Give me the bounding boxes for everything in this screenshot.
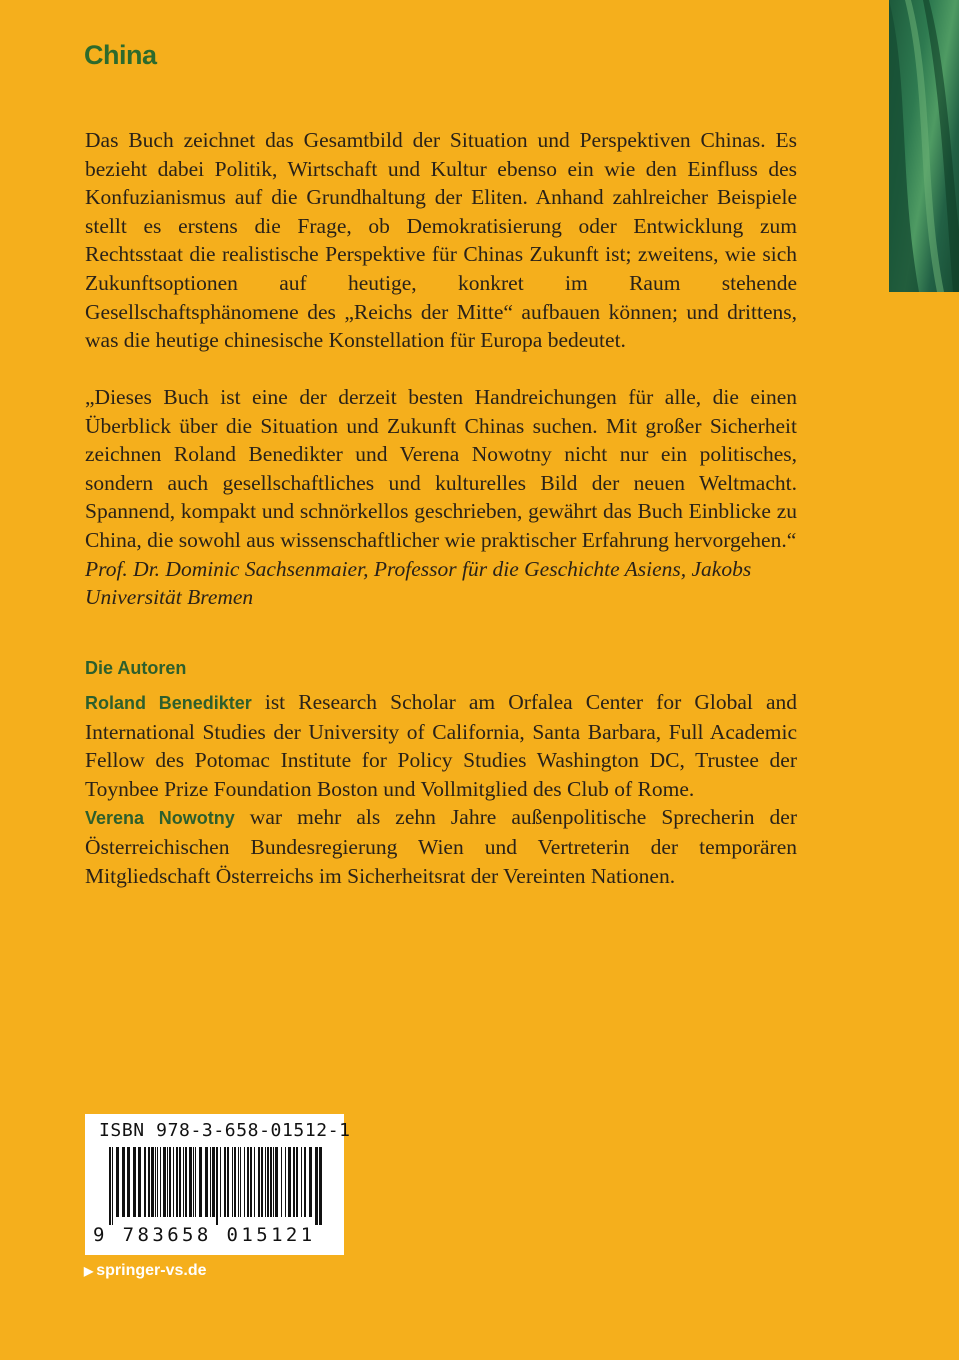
barcode-bar — [304, 1147, 306, 1217]
barcode-bar — [199, 1147, 202, 1217]
publisher-link[interactable] — [84, 1262, 207, 1280]
barcode-digits: 9 783658 015121 — [93, 1224, 316, 1246]
green-decorative-strip — [889, 0, 959, 292]
barcode-bar — [205, 1147, 208, 1217]
barcode-bar — [232, 1147, 233, 1217]
barcode-bar — [261, 1147, 263, 1217]
author-2-name: Verena Nowotny — [85, 808, 235, 829]
barcode-bar — [285, 1147, 286, 1217]
barcode-bar — [224, 1147, 226, 1217]
barcode-bar — [244, 1147, 245, 1217]
barcode-bar — [301, 1147, 302, 1217]
barcode-bar — [189, 1147, 192, 1217]
barcode-bar — [273, 1147, 274, 1217]
barcode-bar — [167, 1147, 168, 1217]
barcode-bar — [309, 1147, 312, 1217]
barcode-bar — [151, 1147, 154, 1217]
barcode-bar — [210, 1147, 211, 1217]
barcode-bar — [176, 1147, 178, 1217]
endorsement-block — [85, 383, 797, 612]
barcode-bar — [216, 1147, 218, 1225]
barcode-bar — [109, 1147, 111, 1225]
arrow-right-icon: ▶ — [84, 1264, 94, 1278]
publisher-url: springer-vs.de — [96, 1262, 207, 1279]
barcode-bar — [179, 1147, 181, 1217]
barcode-bar — [315, 1147, 318, 1225]
author-1 — [85, 688, 797, 803]
barcode-bar — [220, 1147, 221, 1217]
barcode-bar — [240, 1147, 241, 1217]
barcode-bar — [138, 1147, 141, 1217]
author-1-bio: ist Research Scholar am Orfalea Center for Global and International Studies der University of California, Santa Barbara, Full Academic Fellow des Potomac Institute for Policy Studies Washington DC, Trustee der Toynbee Prize Foundation Boston und Vollmitglied des Club of Rome. — [85, 690, 797, 801]
barcode-bar — [195, 1147, 196, 1217]
barcode-bar — [160, 1147, 161, 1217]
barcode-graphic — [109, 1147, 323, 1225]
isbn-label: ISBN 978-3-658-01512-1 — [99, 1120, 351, 1141]
barcode-bar — [157, 1147, 158, 1217]
barcode-bar — [169, 1147, 171, 1217]
barcode-bar — [116, 1147, 119, 1217]
barcode-bar — [267, 1147, 269, 1217]
barcode-bar — [265, 1147, 266, 1217]
barcode-bar — [238, 1147, 239, 1217]
barcode-bar — [319, 1147, 322, 1225]
barcode-bar — [155, 1147, 156, 1217]
barcode-bar — [183, 1147, 184, 1217]
barcode-bar — [173, 1147, 174, 1217]
authors-heading: Die Autoren — [85, 658, 187, 678]
author-2-bio: war mehr als zehn Jahre außenpolitische Sprecherin der Österreichischen Bundesregierung Wien und Vertreterin der temporären Mitgliedschaft Österreichs im Sicherheitsrat der Vereinten Nationen. — [85, 805, 797, 888]
barcode-bar — [254, 1147, 255, 1217]
barcode-bar — [247, 1147, 249, 1217]
barcode-bar — [296, 1147, 298, 1217]
barcode-bar — [127, 1147, 130, 1217]
endorsement-attribution: Prof. Dr. Dominic Sachsenmaier, Professor für die Geschichte Asiens, Jakobs Universität Bremen — [85, 556, 752, 610]
barcode-bar — [163, 1147, 166, 1217]
authors-block — [85, 688, 797, 890]
barcode-bar — [270, 1147, 272, 1217]
barcode-bar — [144, 1147, 146, 1217]
barcode-bar — [148, 1147, 150, 1217]
isbn-barcode-box — [85, 1114, 351, 1255]
description-text: Das Buch zeichnet das Gesamtbild der Situation und Perspektiven Chinas. Es bezieht dabei Politik, Wirtschaft und Kultur ebenso ein wie den Einfluss des Konfuzianismus auf die Grundhaltung der Eliten. Anhand zahlreicher Beispiele stellt es erstens die Frage, ob Demokratisierung oder Entwicklung zum Rechtsstaat die realistische Perspektive für Chinas Zukunft ist; zweitens, wie sich Zukunftsoptionen auf heutige, konkret im Raum stehende Gesellschaftsphänomene des „Reichs der Mitte“ aufbauen können; und drittens, was die heutige chinesische Konstellation für Europa bedeutet. — [85, 128, 797, 353]
barcode-bar — [258, 1147, 260, 1217]
book-description — [85, 126, 797, 355]
barcode-bar — [275, 1147, 278, 1217]
barcode-bar — [227, 1147, 229, 1217]
barcode-bar — [122, 1147, 125, 1217]
barcode-bar — [193, 1147, 194, 1217]
book-title: China — [84, 40, 157, 70]
barcode-bar — [112, 1147, 113, 1225]
author-2 — [85, 803, 797, 890]
barcode-bar — [185, 1147, 187, 1217]
endorsement-quote: „Dieses Buch ist eine der derzeit besten Handreichungen für alle, die einen Überblick über die Situation und Zukunft Chinas suchen. Mit großer Sicherheit zeichnen Roland Benedikter und Verena Nowotny nicht nur ein politisches, sondern auch gesellschaftliches und kulturelles Bild der neuen Weltmacht. Spannend, kompakt und schnörkellos geschrieben, gewährt das Buch Einblicke zu China, die sowohl aus wissenschaftlicher wie praktischer Erfahrung hervorgehen.“ — [85, 385, 797, 552]
barcode-bar — [212, 1147, 215, 1217]
barcode-bar — [133, 1147, 136, 1217]
barcode-bar — [234, 1147, 236, 1217]
barcode-bar — [250, 1147, 252, 1217]
barcode-bar — [288, 1147, 291, 1217]
barcode-bar — [293, 1147, 295, 1217]
author-1-name: Roland Benedikter — [85, 693, 252, 713]
barcode-bar — [281, 1147, 282, 1217]
